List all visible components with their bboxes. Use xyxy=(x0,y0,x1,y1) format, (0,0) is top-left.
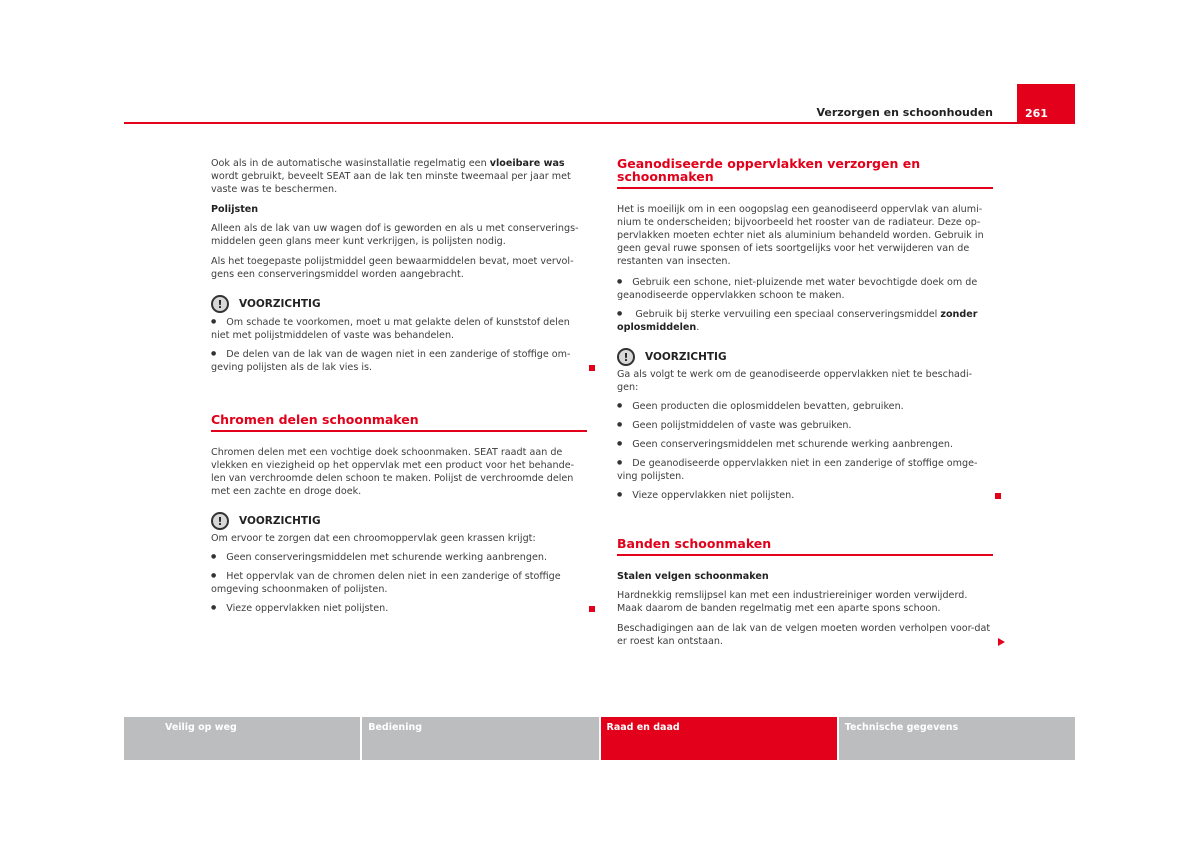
section-title-chrome: Chromen delen schoonmaken xyxy=(211,413,587,432)
caution-bullet: ● Vieze oppervlakken niet polijsten. xyxy=(211,601,587,615)
caution-bullet: ● Het oppervlak van de chromen delen niet in een zanderige of stoffige omgeving schoonmaken of polijsten. xyxy=(211,569,587,596)
tires-subheading: Stalen velgen schoonmaken xyxy=(617,571,769,582)
intro-text-end: wordt gebruikt, beveelt SEAT aan de lak ten minste tweemaal per jaar met vaste was te beschermen. xyxy=(211,171,571,195)
caution-label: VOORZICHTIG xyxy=(239,514,321,527)
intro-bold: vloeibare was xyxy=(489,158,565,169)
caution-bullet-wrap xyxy=(211,347,587,374)
continue-arrow-icon xyxy=(998,638,1005,646)
header-rule xyxy=(124,122,1018,124)
intro-paragraph xyxy=(211,157,587,196)
right-column xyxy=(617,157,993,655)
caution-heading xyxy=(211,512,587,530)
section-end-marker-icon xyxy=(589,606,595,612)
caution-bullet-wrap xyxy=(211,601,587,615)
chapter-nav xyxy=(124,717,1075,760)
chapter-tab-label: Raad en daad xyxy=(606,722,680,733)
caution-heading xyxy=(211,295,587,313)
chapter-tab-technische-gegevens[interactable] xyxy=(839,717,1075,760)
caution-bullet: ● De delen van de lak van de wagen niet in een zanderige of stoffige om-geving polijsten als de lak vies is. xyxy=(211,347,587,374)
bullet-bold: zonder oplosmiddelen xyxy=(617,309,978,333)
exclamation-circle-icon: ! xyxy=(211,295,229,313)
polishing-paragraph: Alleen als de lak van uw wagen dof is geworden en als u met conserverings-middelen geen glans meer kunt verkrijgen, is polijsten nodig. xyxy=(211,223,579,247)
chrome-paragraph: Chromen delen met een vochtige doek schoonmaken. SEAT raadt aan de vlekken en viezigheid op het oppervlak met een product voor het behande-len van verchroomde delen schoon te maken. Polijst de verchroomde delen met een zachte en droge doek. xyxy=(211,447,575,497)
tires-paragraph-wrap xyxy=(617,622,993,648)
caution-label: VOORZICHTIG xyxy=(645,350,727,363)
left-column xyxy=(211,157,587,620)
intro-text: Ook als in de automatische wasinstallatie regelmatig een xyxy=(211,158,490,169)
anodized-bullet: ● Gebruik een schone, niet-pluizende met water bevochtigde doek om de geanodiseerde oppervlakken schoon te maken. xyxy=(617,275,993,302)
chapter-tab-label: Technische gegevens xyxy=(844,722,959,733)
chapter-tab-raad-en-daad[interactable] xyxy=(601,717,837,760)
section-end-marker-icon xyxy=(589,365,595,371)
anodized-bullet xyxy=(617,307,993,334)
section-title-anodized: Geanodiseerde oppervlakken verzorgen en schoonmaken xyxy=(617,157,993,189)
polishing-subheading: Polijsten xyxy=(211,204,259,215)
caution-bullet: ● Vieze oppervlakken niet polijsten. xyxy=(617,488,993,502)
exclamation-circle-icon: ! xyxy=(211,512,229,530)
caution-bullet: ● Om schade te voorkomen, moet u mat gelakte delen of kunststof delen niet met polijstmiddelen of vaste was behandelen. xyxy=(211,315,587,342)
anodized-paragraph: Het is moeilijk om in een oogopslag een geanodiseerd oppervlak van alumi-nium te onderscheiden; bijvoorbeeld het rooster van de radiateur. Deze op-pervlakken moeten echter niet als aluminium behandeld worden. Gebruik in geen geval ruwe sponsen of iets soortgelijks voor het verwijderen van de restanten van insecten. xyxy=(617,204,984,267)
caution-intro: Ga als volgt te werk om de geanodiseerde oppervlakken niet te beschadi-gen: xyxy=(617,369,973,393)
page-number-box xyxy=(1017,84,1075,124)
exclamation-circle-icon: ! xyxy=(617,348,635,366)
caution-bullet: ● Geen producten die oplosmiddelen bevatten, gebruiken. xyxy=(617,399,993,413)
caution-heading xyxy=(617,348,993,366)
tires-paragraph: Hardnekkig remslijpsel kan met een industriereiniger worden verwijderd. Maak daarom de banden regelmatig met een aparte spons schoon. xyxy=(617,590,968,614)
caution-bullet: ● Geen conserveringsmiddelen met schurende werking aanbrengen. xyxy=(617,437,993,451)
caution-bullet: ● Geen polijstmiddelen of vaste was gebruiken. xyxy=(617,418,993,432)
chapter-tab-label: Veilig op weg xyxy=(165,722,237,733)
chapter-tab-label: Bediening xyxy=(368,722,423,733)
caution-bullet: ● De geanodiseerde oppervlakken niet in een zanderige of stoffige omge-ving polijsten. xyxy=(617,456,993,483)
caution-label: VOORZICHTIG xyxy=(239,297,321,310)
chapter-tab-bediening[interactable] xyxy=(362,717,598,760)
section-title-tires: Banden schoonmaken xyxy=(617,537,993,556)
polishing-paragraph: Als het toegepaste polijstmiddel geen bewaarmiddelen bevat, moet vervol-gens een conserveringsmiddel worden aangebracht. xyxy=(211,256,574,280)
caution-bullet-wrap xyxy=(617,488,993,502)
caution-bullet: ● Geen conserveringsmiddelen met schurende werking aanbrengen. xyxy=(211,550,587,564)
bullet-text-end: . xyxy=(696,322,700,333)
bullet-text: Gebruik bij sterke vervuiling een speciaal conserveringsmiddel xyxy=(635,309,941,320)
section-end-marker-icon xyxy=(995,493,1001,499)
caution-intro: Om ervoor te zorgen dat een chroomoppervlak geen krassen krijgt: xyxy=(211,533,536,544)
page-number: 261 xyxy=(1025,107,1048,120)
chapter-title: Verzorgen en schoonhouden xyxy=(816,106,993,119)
tires-paragraph: Beschadigingen aan de lak van de velgen moeten worden verholpen voor-dat er roest kan ontstaan. xyxy=(617,623,991,647)
chapter-tab-veilig-op-weg[interactable] xyxy=(124,717,360,760)
